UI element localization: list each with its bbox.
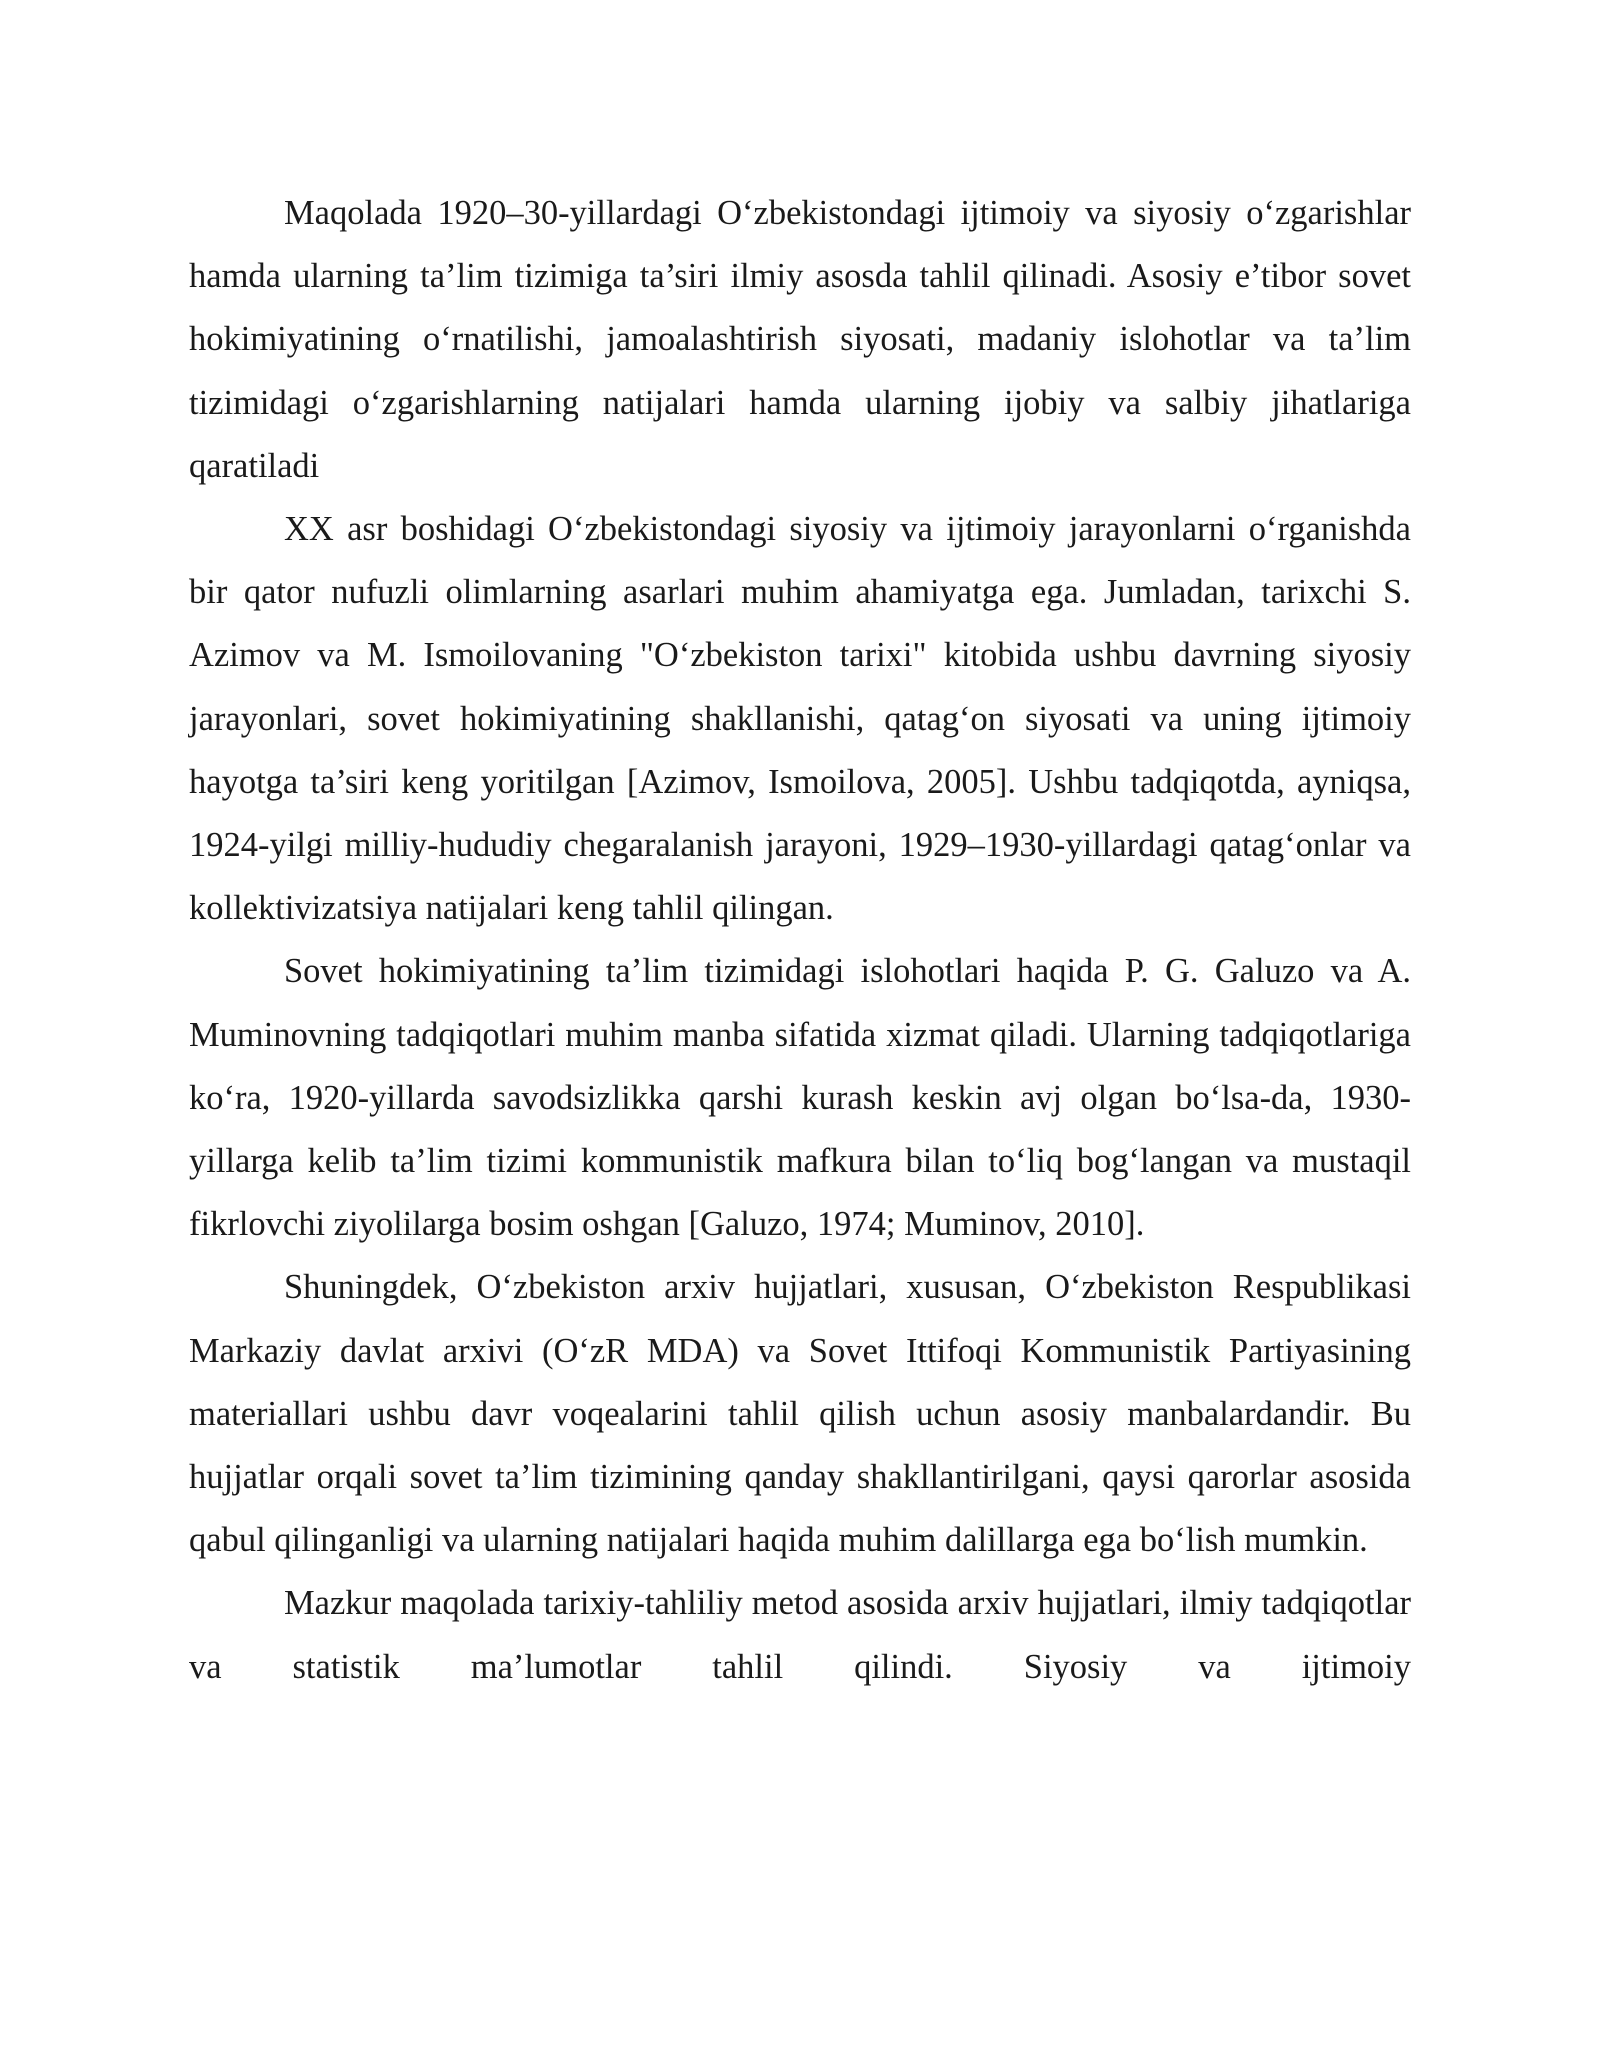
paragraph-5: Mazkur maqolada tarixiy-tahliliy metod asosida arxiv hujjatlari, ilmiy tadqiqotlar va statistik ma’lumotlar tahlil qilindi. Siyosiy va ijtimoiy [189,1584,1411,1686]
paragraph-3: Sovet hokimiyatining ta’lim tizimidagi islohotlari haqida P. G. Galuzo va A. Muminovning tadqiqotlari muhim manba sifatida xizmat qiladi. Ularning tadqiqotlariga ko‘ra, 1920-yillarda savodsizlikka qarshi kurash keskin avj olgan bo‘lsa-da, 1930-yillarga kelib ta’lim tizimi kommunistik mafkura bilan to‘liq bog‘langan va mustaqil fikrlovchi ziyolilarga bosim oshgan [Galuzo, 1974; Muminov, 2010]. [189,952,1411,1244]
paragraph-4: Shuningdek, O‘zbekiston arxiv hujjatlari, xususan, O‘zbekiston Respublikasi Markaziy davlat arxivi (O‘zR MDA) va Sovet Ittifoqi Kommunistik Partiyasining materiallari ushbu davr voqealarini tahlil qilish uchun asosiy manbalardandir. Bu hujjatlar orqali sovet ta’lim tizimining qanday shakllantirilgani, qaysi qarorlar asosida qabul qilinganligi va ularning natijalari haqida muhim dalillarga ega bo‘lish mumkin. [189,1268,1411,1560]
paragraph-1: Maqolada 1920–30-yillardagi O‘zbekistondagi ijtimoiy va siyosiy o‘zgarishlar hamda ularning ta’lim tizimiga ta’siri ilmiy asosda tahlil qilinadi. Asosiy e’tibor sovet hokimiyatining o‘rnatilishi, jamoalashtirish siyosati, madaniy islohotlar va ta’lim tizimidagi o‘zgarishlarning natijalari hamda ularning ijobiy va salbiy jihatlariga qaratiladi [189,194,1411,485]
document-body [189,182,1411,1699]
paragraph-2: XX asr boshidagi O‘zbekistondagi siyosiy va ijtimoiy jarayonlarni o‘rganishda bir qator nufuzli olimlarning asarlari muhim ahamiyatga ega. Jumladan, tarixchi S. Azimov va M. Ismoilovaning "O‘zbekiston tarixi" kitobida ushbu davrning siyosiy jarayonlari, sovet hokimiyatining shakllanishi, qatag‘on siyosati va uning ijtimoiy hayotga ta’siri keng yoritilgan [Azimov, Ismoilova, 2005]. Ushbu tadqiqotda, ayniqsa, 1924-yilgi milliy-hududiy chegaralanish jarayoni, 1929–1930-yillardagi qatag‘onlar va kollektivizatsiya natijalari keng tahlil qilingan. [189,510,1411,928]
